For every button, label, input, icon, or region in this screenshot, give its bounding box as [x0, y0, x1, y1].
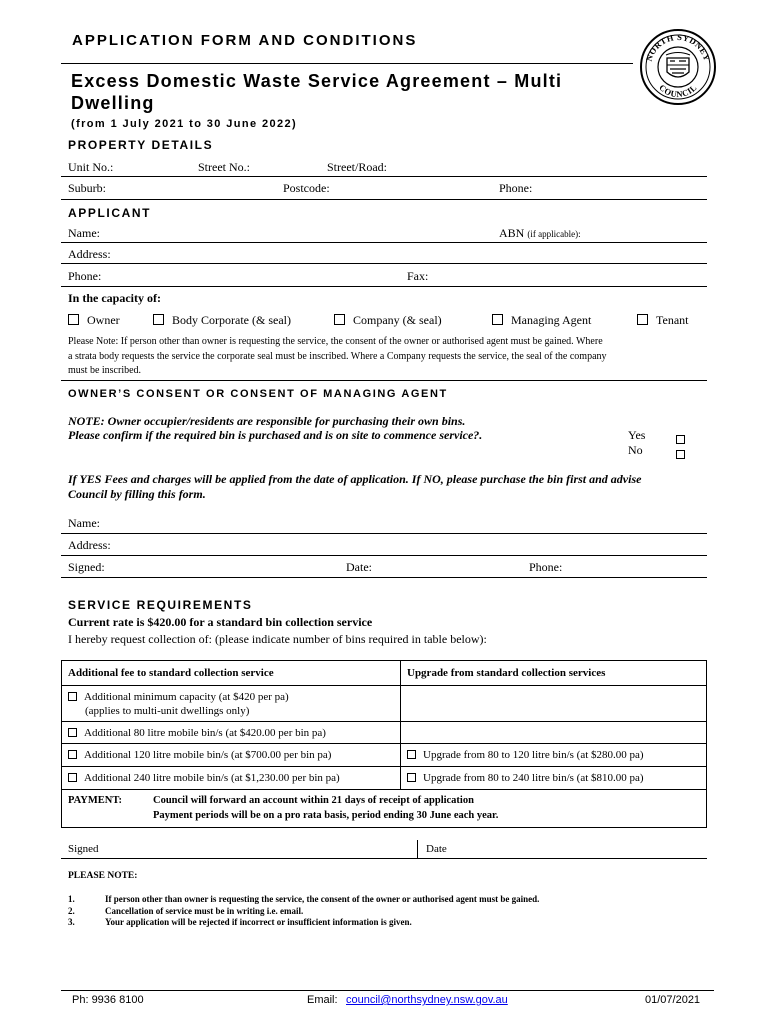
capacity-option-label: Body Corporate (& seal)	[172, 313, 291, 327]
checkbox-icon[interactable]	[637, 314, 648, 325]
applicant-name-label: Name:	[68, 226, 100, 240]
footer-phone: Ph: 9936 8100	[72, 994, 144, 1006]
consent-note-line2: Please confirm if the required bin is purchased and is on site to commence service?.	[68, 428, 483, 442]
upgrade-240-label: Upgrade from 80 to 240 litre bin/s (at $810.00 pa)	[423, 772, 644, 784]
payment-line1: Council will forward an account within 21 days of receipt of application	[153, 794, 474, 806]
table-row	[62, 767, 707, 790]
abn-text: ABN	[499, 226, 525, 240]
checkbox-icon[interactable]	[68, 728, 77, 737]
checkbox-icon[interactable]	[68, 750, 77, 759]
consent-phone-label: Phone:	[529, 560, 563, 574]
capacity-option-label: Company (& seal)	[353, 313, 442, 327]
property-details-heading: PROPERTY DETAILS	[68, 138, 214, 152]
checkbox-icon[interactable]	[153, 314, 164, 325]
applicant-phone-label: Phone:	[68, 269, 102, 283]
page-title: Excess Domestic Waste Service Agreement – Multi	[71, 71, 563, 91]
consent-note-line1: NOTE: Owner occupier/residents are responsible for purchasing their own bins.	[68, 414, 466, 428]
bin-240-cell[interactable]	[62, 767, 401, 790]
consent-row1-line	[61, 533, 707, 534]
suburb-label: Suburb:	[68, 181, 107, 195]
payment-label: PAYMENT:	[68, 794, 123, 806]
capacity-body-corporate-checkbox[interactable]	[153, 313, 291, 328]
applicant-note-line: must be inscribed.	[68, 365, 142, 376]
checkbox-icon[interactable]	[407, 773, 416, 782]
checkbox-icon[interactable]	[334, 314, 345, 325]
payment-line2: Payment periods will be on a pro rata basis, period ending 30 June each year.	[153, 809, 499, 821]
service-request: I hereby request collection of: (please indicate number of bins required in table below):	[68, 632, 487, 646]
service-sign-line	[61, 858, 707, 859]
capacity-label: In the capacity of:	[68, 291, 161, 305]
bin-120-cell[interactable]	[62, 744, 401, 767]
consent-date-label: Date:	[346, 560, 372, 574]
list-item	[68, 917, 539, 929]
list-item-number: 1.	[68, 894, 75, 904]
capacity-option-label: Owner	[87, 313, 120, 327]
abn-note: (if applicable):	[527, 229, 581, 239]
sign-date-divider	[417, 840, 418, 858]
checkbox-icon[interactable]	[676, 450, 685, 459]
consent-no-checkbox[interactable]	[676, 445, 692, 463]
min-capacity-note: (applies to multi-unit dwellings only)	[85, 704, 250, 717]
service-heading: SERVICE REQUIREMENTS	[68, 598, 253, 612]
consent-row2-line	[61, 555, 707, 556]
bin-80-label: Additional 80 litre mobile bin/s (at $420.00 per bin pa)	[84, 726, 326, 739]
footer-email-link[interactable]: council@northsydney.nsw.gov.au	[346, 994, 508, 1006]
period-text: (from 1 July 2021 to 30 June 2022)	[71, 118, 298, 130]
checkbox-icon[interactable]	[492, 314, 503, 325]
payment-row	[62, 790, 707, 828]
bin-240-label: Additional 240 litre mobile bin/s (at $1,230.00 per bin pa)	[84, 772, 340, 784]
list-item-text: Your application will be rejected if incorrect or insufficient information is given.	[105, 917, 412, 927]
list-item	[68, 894, 539, 906]
capacity-owner-checkbox[interactable]	[68, 313, 120, 328]
bin-120-label: Additional 120 litre mobile bin/s (at $700.00 per bin pa)	[84, 749, 332, 761]
bin-80-cell[interactable]	[62, 722, 401, 744]
consent-yes-label: Yes	[628, 428, 646, 442]
council-seal-logo	[639, 28, 717, 106]
header-divider	[61, 63, 633, 64]
upgrade-120-cell[interactable]	[401, 744, 707, 767]
table-header-row	[62, 661, 707, 686]
consent-fees-line2: Council by filling this form.	[68, 487, 206, 501]
service-signed-label: Signed	[68, 843, 99, 855]
service-table	[61, 660, 707, 828]
upgrade-240-cell[interactable]	[401, 767, 707, 790]
property-row1-line	[61, 176, 707, 177]
postcode-label: Postcode:	[283, 181, 330, 195]
street-road-label: Street/Road:	[327, 160, 387, 174]
unit-no-label: Unit No.:	[68, 160, 114, 174]
abn-label	[499, 226, 581, 241]
table-row	[62, 686, 707, 722]
checkbox-icon[interactable]	[407, 750, 416, 759]
please-note-heading: PLEASE NOTE:	[68, 871, 138, 881]
capacity-tenant-checkbox[interactable]	[637, 313, 688, 328]
capacity-managing-agent-checkbox[interactable]	[492, 313, 591, 328]
capacity-option-label: Managing Agent	[511, 313, 592, 327]
empty-cell	[401, 722, 707, 744]
service-rate: Current rate is $420.00 for a standard bin collection service	[68, 615, 373, 629]
applicant-row1-line	[61, 242, 707, 243]
checkbox-icon[interactable]	[676, 435, 685, 444]
property-row2-line	[61, 199, 707, 200]
applicant-address-label: Address:	[68, 247, 111, 261]
street-no-label: Street No.:	[198, 160, 250, 174]
applicant-section-line	[61, 380, 707, 381]
consent-no-label: No	[628, 443, 643, 457]
consent-row3-line	[61, 577, 707, 578]
list-item	[68, 906, 539, 918]
property-phone-label: Phone:	[499, 181, 533, 195]
consent-heading: OWNER’S CONSENT OR CONSENT OF MANAGING AGENT	[68, 388, 448, 400]
page-title-line2: Dwelling	[71, 93, 155, 113]
applicant-note	[68, 335, 607, 379]
consent-signed-label: Signed:	[68, 560, 105, 574]
table-row	[62, 744, 707, 767]
checkbox-icon[interactable]	[68, 692, 77, 701]
payment-cell	[62, 790, 707, 828]
table-row	[62, 722, 707, 744]
list-item-text: Cancellation of service must be in writing i.e. email.	[105, 905, 304, 916]
logo-text-bottom: COUNCIL	[657, 82, 699, 100]
list-item-text: If person other than owner is requesting the service, the consent of the owner or authorised agent must be gained.	[105, 894, 540, 904]
applicant-row3-line	[61, 286, 707, 287]
col-right-header: Upgrade from standard collection services	[401, 661, 707, 686]
form-title: APPLICATION FORM AND CONDITIONS	[72, 32, 418, 49]
consent-name-label: Name:	[68, 516, 100, 530]
applicant-note-line: Please Note: If person other than owner is requesting the service, the consent of the owner or authorised agent must be gained. Where	[68, 336, 603, 347]
upgrade-120-label: Upgrade from 80 to 120 litre bin/s (at $280.00 pa)	[423, 749, 644, 761]
please-note-list	[68, 894, 539, 929]
checkbox-icon[interactable]	[68, 314, 79, 325]
list-item-number: 3.	[68, 917, 75, 927]
consent-address-label: Address:	[68, 538, 111, 552]
list-item-number: 2.	[68, 905, 75, 916]
footer-line	[61, 990, 714, 991]
empty-cell	[401, 686, 707, 722]
capacity-option-label: Tenant	[656, 313, 689, 327]
service-date-label: Date	[426, 843, 447, 855]
logo-text-top: NORTH SYDNEY	[643, 31, 713, 63]
min-capacity-cell[interactable]	[62, 686, 401, 722]
checkbox-icon[interactable]	[68, 773, 77, 782]
col-left-header: Additional fee to standard collection service	[62, 661, 401, 686]
applicant-fax-label: Fax:	[407, 269, 429, 283]
applicant-heading: APPLICANT	[68, 206, 152, 220]
applicant-note-line: a strata body requests the service the corporate seal must be inscribed. Where a Company requests the service, the seal of the company	[68, 350, 607, 362]
footer-email-label: Email:	[307, 994, 338, 1006]
consent-fees-line1: If YES Fees and charges will be applied from the date of application. If NO, please purchase the bin first and advise	[68, 472, 642, 486]
capacity-company-checkbox[interactable]	[334, 313, 442, 328]
applicant-row2-line	[61, 263, 707, 264]
min-capacity-label: Additional minimum capacity (at $420 per pa)	[84, 690, 289, 703]
footer-date: 01/07/2021	[645, 994, 701, 1006]
